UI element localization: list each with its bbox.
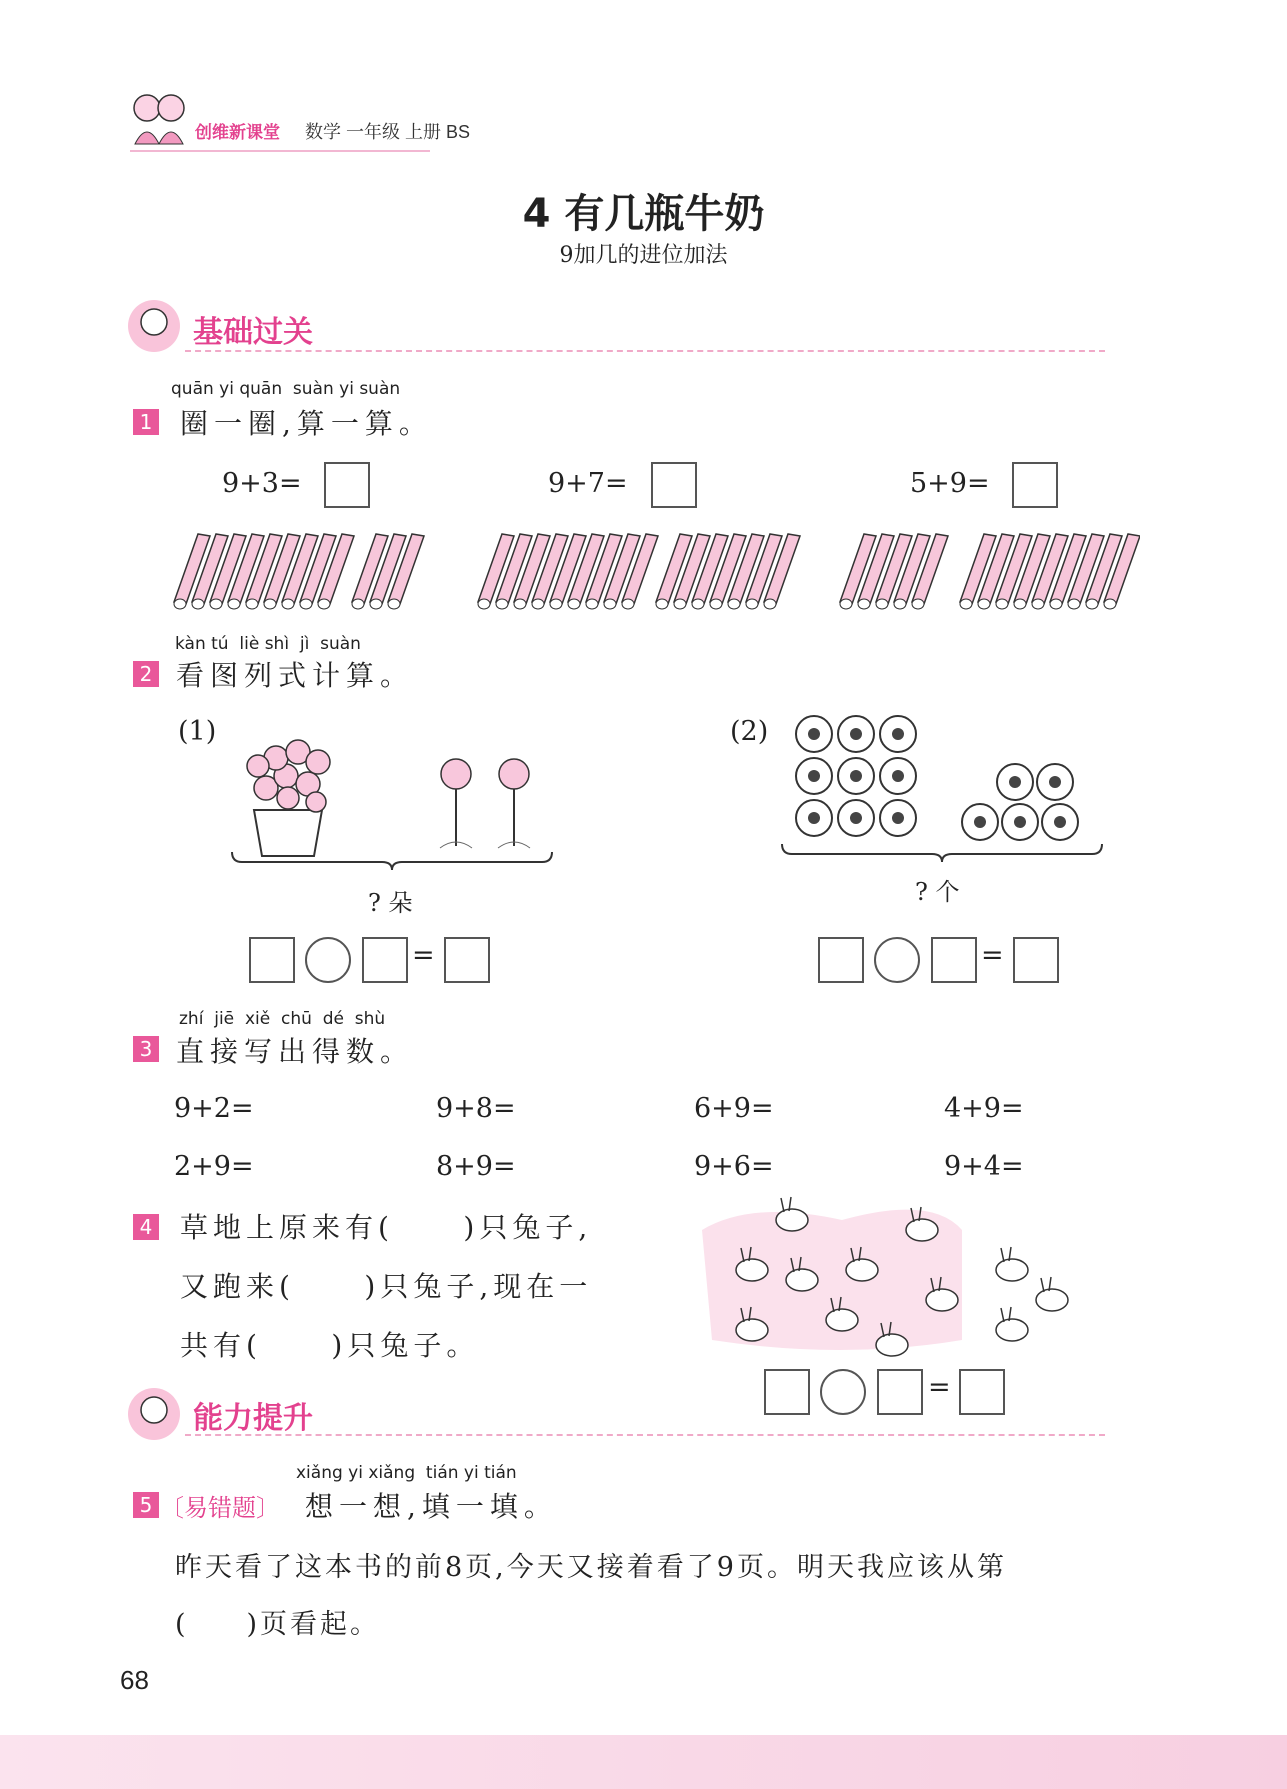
q1-expr-2: 9+7= [548, 468, 628, 499]
rabbit [906, 1219, 938, 1241]
counting-stick-end [210, 599, 222, 609]
page-title: 4 有几瓶牛奶 [522, 191, 765, 237]
q5-line-1: 昨天看了这本书的前8页,今天又接着看了9页。明天我应该从第 [175, 1552, 1007, 1583]
q2-number: 2 [133, 661, 159, 687]
counting-stick-end [1104, 599, 1116, 609]
counting-stick-end [388, 599, 400, 609]
section-advanced-title: 能力提升 [193, 1401, 313, 1436]
soccer-ball-patch [850, 728, 862, 740]
subject-info: 数学 一年级 上册 BS [305, 122, 471, 142]
q5-pinyin: xiǎng yi xiǎng tián yi tián [296, 1463, 517, 1483]
q5-text: 想一想,填一填。 [305, 1490, 558, 1523]
q2-part2-equals: = [981, 940, 1004, 971]
q1-answer-box-3[interactable] [1012, 462, 1058, 508]
q4-line-1: 草地上原来有( )只兔子, [180, 1211, 593, 1244]
counting-stick-end [1014, 599, 1026, 609]
q2-part2-box-1[interactable] [818, 937, 864, 983]
rabbit [826, 1309, 858, 1331]
counting-stick-end [746, 599, 758, 609]
rabbit [876, 1334, 908, 1356]
q2-part2-operator-circle[interactable] [874, 937, 920, 983]
q3-item: 6+9= [694, 1093, 774, 1124]
header-divider [130, 150, 430, 152]
q2-part1-hint: ? 朵 [368, 889, 413, 917]
counting-stick-end [514, 599, 526, 609]
counting-stick-end [532, 599, 544, 609]
soccer-ball-patch [1054, 816, 1066, 828]
q2-part1-box-3[interactable] [444, 937, 490, 983]
q1-number: 1 [133, 409, 159, 435]
q2-part2-hint: ? 个 [915, 878, 960, 906]
counting-stick-end [192, 599, 204, 609]
q3-item: 9+6= [694, 1151, 774, 1182]
soccer-ball-patch [850, 812, 862, 824]
rabbit [1036, 1289, 1068, 1311]
q4-line-3: 共有( )只兔子。 [180, 1329, 480, 1362]
counting-stick-end [550, 599, 562, 609]
q1-sticks [160, 522, 1140, 622]
q3-text: 直接写出得数。 [176, 1035, 415, 1068]
q3-item: 4+9= [944, 1093, 1024, 1124]
q1-expr-3: 5+9= [910, 468, 990, 499]
q3-item: 9+4= [944, 1151, 1024, 1182]
q1-answer-box-2[interactable] [651, 462, 697, 508]
rabbit [996, 1319, 1028, 1341]
soccer-ball-patch [892, 812, 904, 824]
counting-stick-end [318, 599, 330, 609]
q2-part1-equals: = [412, 940, 435, 971]
counting-stick-end [1068, 599, 1080, 609]
counting-stick-end [710, 599, 722, 609]
footer-band [0, 1735, 1287, 1789]
q4-box-2[interactable] [877, 1369, 923, 1415]
soccer-ball-patch [808, 812, 820, 824]
soccer-ball-patch [1049, 776, 1061, 788]
q4-box-1[interactable] [764, 1369, 810, 1415]
counting-stick-end [604, 599, 616, 609]
soccer-ball-patch [808, 728, 820, 740]
section-divider [185, 350, 1105, 352]
counting-stick-end [228, 599, 240, 609]
q5-tag: 〔易错题〕 [160, 1494, 280, 1522]
section-basic-title: 基础过关 [193, 315, 313, 350]
counting-stick-end [1086, 599, 1098, 609]
page-subtitle: 9加几的进位加法 [559, 243, 728, 268]
counting-stick-end [764, 599, 776, 609]
q4-number: 4 [133, 1214, 159, 1240]
soccer-ball-patch [808, 770, 820, 782]
flower-single-2 [494, 756, 534, 852]
counting-stick-end [858, 599, 870, 609]
section-divider [185, 1434, 1105, 1436]
q5-line-2: ( )页看起。 [175, 1609, 380, 1640]
q2-part2-label: (2) [730, 716, 769, 747]
flower-single-1 [436, 756, 476, 852]
q2-part1-label: (1) [178, 716, 217, 747]
q4-box-3[interactable] [959, 1369, 1005, 1415]
rabbit [996, 1259, 1028, 1281]
brace-1 [230, 850, 555, 872]
soccer-ball-patch [892, 770, 904, 782]
q2-pinyin: kàn tú liè shì jì suàn [175, 634, 361, 654]
rabbit [736, 1259, 768, 1281]
kids-logo [125, 88, 195, 152]
counting-stick-end [674, 599, 686, 609]
q3-item: 2+9= [174, 1151, 254, 1182]
q4-line-2: 又跑来( )只兔子,现在一 [180, 1270, 593, 1303]
counting-stick-end [656, 599, 668, 609]
q2-part1-box-2[interactable] [362, 937, 408, 983]
page-number: 68 [120, 1665, 149, 1695]
counting-stick-end [246, 599, 258, 609]
rabbit [786, 1269, 818, 1291]
q5-number: 5 [133, 1492, 159, 1518]
counting-stick-end [728, 599, 740, 609]
counting-stick-end [496, 599, 508, 609]
q1-text: 圈一圈,算一算。 [180, 407, 433, 440]
counting-stick-end [978, 599, 990, 609]
soccer-ball-patch [1014, 816, 1026, 828]
section-mascot-icon [126, 298, 182, 354]
q1-expr-1: 9+3= [222, 468, 302, 499]
rabbit [926, 1289, 958, 1311]
counting-stick-end [568, 599, 580, 609]
counting-stick-end [300, 599, 312, 609]
q1-answer-box-1[interactable] [324, 462, 370, 508]
section-mascot-icon [126, 1386, 182, 1442]
counting-stick-end [174, 599, 186, 609]
counting-stick-end [912, 599, 924, 609]
brace-2 [780, 842, 1105, 864]
q2-part1-box-1[interactable] [249, 937, 295, 983]
q3-item: 8+9= [436, 1151, 516, 1182]
counting-stick-end [1032, 599, 1044, 609]
counting-stick-end [586, 599, 598, 609]
counting-stick-end [264, 599, 276, 609]
rabbit [776, 1209, 808, 1231]
rabbit [846, 1259, 878, 1281]
q3-item: 9+8= [436, 1093, 516, 1124]
q3-item: 9+2= [174, 1093, 254, 1124]
soccer-ball-patch [1009, 776, 1021, 788]
brand-name: 创维新课堂 [195, 123, 280, 142]
soccer-ball-patch [850, 770, 862, 782]
counting-stick-end [352, 599, 364, 609]
counting-stick-end [840, 599, 852, 609]
counting-stick-end [996, 599, 1008, 609]
soccer-balls-image [790, 712, 1100, 852]
q4-equals: = [928, 1372, 951, 1403]
q2-part1-operator-circle[interactable] [305, 937, 351, 983]
counting-stick-end [1050, 599, 1062, 609]
q2-text: 看图列式计算。 [176, 659, 415, 692]
soccer-ball-patch [974, 816, 986, 828]
q3-pinyin: zhí jiē xiě chū dé shù [179, 1009, 386, 1029]
flower-pot-image [236, 718, 340, 860]
counting-stick-end [692, 599, 704, 609]
counting-stick-end [478, 599, 490, 609]
counting-stick-end [894, 599, 906, 609]
counting-stick-end [282, 599, 294, 609]
counting-stick-end [622, 599, 634, 609]
rabbit [736, 1319, 768, 1341]
counting-stick-end [370, 599, 382, 609]
counting-stick-end [876, 599, 888, 609]
q3-number: 3 [133, 1036, 159, 1062]
counting-stick-end [960, 599, 972, 609]
q2-part2-box-2[interactable] [931, 937, 977, 983]
q1-pinyin: quān yi quān suàn yi suàn [171, 379, 401, 399]
soccer-ball-patch [892, 728, 904, 740]
rabbits-on-grass-image [692, 1190, 1082, 1360]
q4-operator-circle[interactable] [820, 1369, 866, 1415]
q2-part2-box-3[interactable] [1013, 937, 1059, 983]
